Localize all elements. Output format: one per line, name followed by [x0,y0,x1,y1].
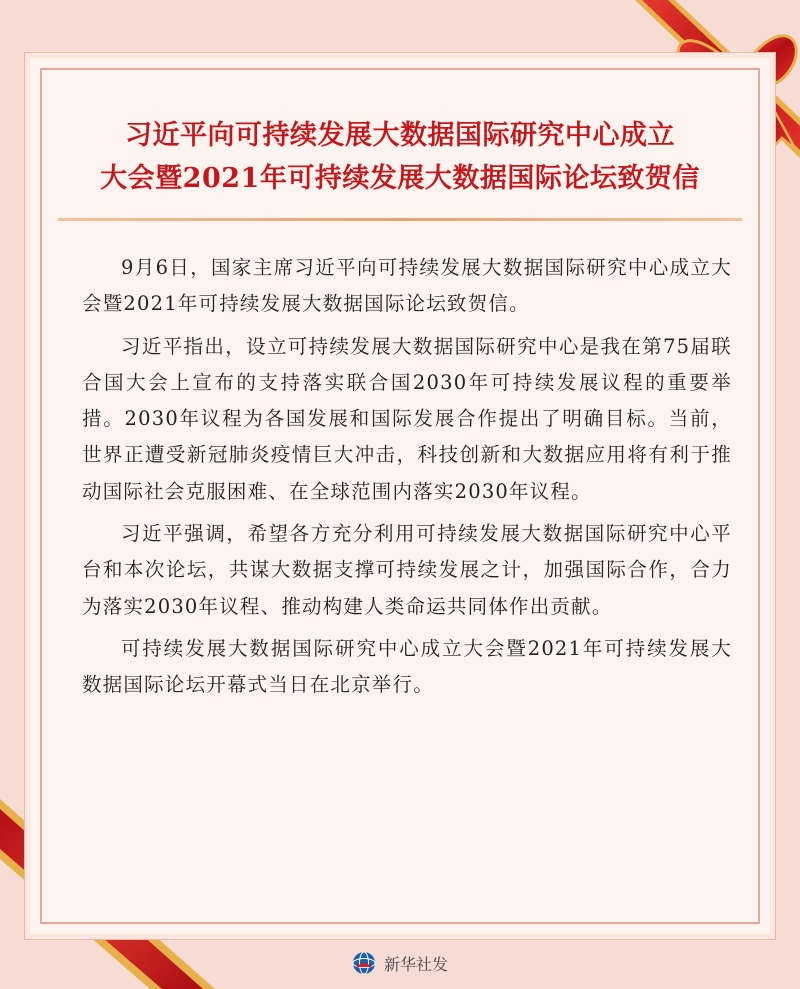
xinhua-globe-icon [352,951,376,975]
title-line-1: 习近平向可持续发展大数据国际研究中心成立 [125,120,675,151]
letter-card [30,58,770,934]
title-line-2: 大会暨2021年可持续发展大数据国际论坛致贺信 [100,163,700,194]
body-paragraph-4: 可持续发展大数据国际研究中心成立大会暨2021年可持续发展大数据国际论坛开幕式当日在北京举行。 [82,636,732,697]
body-paragraph-2: 习近平指出，设立可持续发展大数据国际研究中心是我在第75届联合国大会上宣布的支持落实联合国2030年可持续发展议程的重要举措。2030年议程为各国发展和国际发展合作提出了明确目标。当前，世界正遭受新冠肺炎疫情巨大冲击，科技创新和大数据应用将有利于推动国际社会克服困难、在全球范围内落实2030年议程。 [82,334,732,503]
document-body [82,250,732,710]
body-paragraph-3: 习近平强调，希望各方充分利用可持续发展大数据国际研究中心平台和本次论坛，共谋大数据支撑可持续发展之计，加强国际合作，合力为落实2030年议程、推动构建人类命运共同体作出贡献。 [82,522,732,618]
source-label: 新华社发 [383,954,448,974]
source-footer [0,950,800,976]
title-divider [58,218,742,221]
body-paragraph-1: 9月6日，国家主席习近平向可持续发展大数据国际研究中心成立大会暨2021年可持续发展大数据国际论坛致贺信。 [82,256,732,316]
document-title [70,114,730,200]
